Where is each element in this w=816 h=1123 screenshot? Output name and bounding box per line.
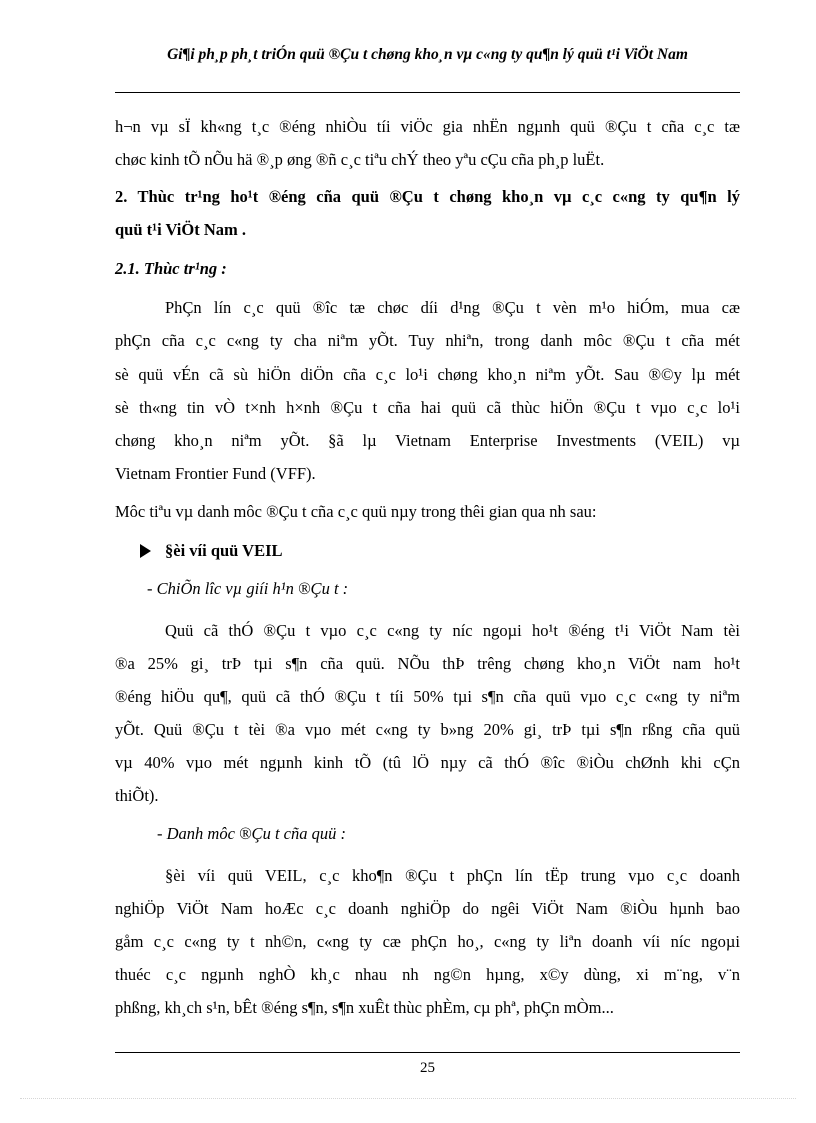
paragraph-line: Quü cã thÓ ®Çu t vµo c¸c c«ng ty níc ngoµi ho¹t ®éng t¹i ViÖt Nam tèi <box>165 621 740 640</box>
paragraph-line: PhÇn lín c¸c quü ®îc tæ chøc díi d¹ng ®Çu t vèn m¹o hiÓm, mua cæ <box>165 298 740 317</box>
paragraph-line: phßng, kh¸ch s¹n, bÊt ®éng s¶n, s¶n xuÊt thùc phÈm, cµ phª, phÇn mÒm... <box>115 998 614 1017</box>
paragraph-line: h¬n vµ sÏ kh«ng t¸c ®éng nhiÒu tíi viÖc gia nhËn ngµnh quü ®Çu t cña c¸c tæ <box>115 117 740 136</box>
bullet-label: §èi víi quü VEIL <box>165 541 283 560</box>
paragraph-line: Vietnam Frontier Fund (VFF). <box>115 464 316 483</box>
arrow-bullet-icon <box>140 544 151 558</box>
paragraph-line: yÕt. Quü ®Çu t tèi ®a vµo mét c«ng ty b»ng 20% gi¸ trÞ tµi s¶n rßng cña quü <box>115 720 740 739</box>
section-heading: quü t¹i ViÖt Nam . <box>115 220 247 239</box>
paragraph-line: vµ 40% vµo mét ngµnh kinh tÕ (tû lÖ nµy cã thÓ ®îc ®iÒu chØnh khi cÇn <box>115 753 740 772</box>
paragraph-line: phÇn cña c¸c c«ng ty cha niªm yÕt. Tuy nhiªn, trong danh môc ®Çu t cña mét <box>115 331 740 350</box>
paragraph-line: chøng kho¸n niªm yÕt. §ã lµ Vietnam Enterprise Investments (VEIL) vµ <box>115 431 740 450</box>
bullet-item <box>140 540 740 562</box>
paragraph-line: gåm c¸c c«ng ty t nh©n, c«ng ty cæ phÇn ho¸, c«ng ty liªn doanh víi níc ngoµi <box>115 932 740 951</box>
footer-rule <box>115 1052 740 1053</box>
paragraph-line: sè quü vÉn cã sù hiÖn diÖn cña c¸c lo¹i chøng kho¸n niªm yÕt. Sau ®©y lµ mét <box>115 365 740 384</box>
page-number: 25 <box>420 1060 435 1076</box>
page-bottom-border <box>20 1098 796 1099</box>
paragraph-line: sè th«ng tin vÒ t×nh h×nh ®Çu t cña hai quü cã thùc hiÖn ®Çu t vµo c¸c lo¹i <box>115 398 740 417</box>
paragraph-line: ®a 25% gi¸ trÞ tµi s¶n cña quü. NÕu thÞ trêng chøng kho¸n ViÖt nam ho¹t <box>115 654 740 673</box>
sub-heading: - Danh môc ®Çu t cña quü : <box>157 824 346 843</box>
paragraph-line: Môc tiªu vµ danh môc ®Çu t cña c¸c quü nµy trong thêi gian qua nh sau: <box>115 502 597 521</box>
section-heading: 2. Thùc tr¹ng ho¹t ®éng cña quü ®Çu t chøng kho¸n vµ c¸c c«ng ty qu¶n lý <box>115 187 740 206</box>
paragraph-line: §èi víi quü VEIL, c¸c kho¶n ®Çu t phÇn lín tËp trung vµo c¸c doanh <box>165 866 740 885</box>
paragraph-line: thuéc c¸c ngµnh nghÒ kh¸c nhau nh ng©n hµng, x©y dùng, xi m¨ng, v¨n <box>115 965 740 984</box>
subsection-heading: 2.1. Thùc tr¹ng : <box>115 259 227 278</box>
paragraph-line: thiÕt). <box>115 786 159 805</box>
paragraph-line: chøc kinh tÕ nÕu hä ®¸p øng ®ñ c¸c tiªu chÝ theo yªu cÇu cña ph¸p luËt. <box>115 150 605 169</box>
paragraph-line: nghiÖp ViÖt Nam hoÆc c¸c doanh nghiÖp do ngêi ViÖt Nam ®iÒu hµnh bao <box>115 899 740 918</box>
sub-heading: - ChiÕn lîc vµ giíi h¹n ®Çu t : <box>147 579 349 598</box>
paragraph-line: ®éng hiÖu qu¶, quü cã thÓ ®Çu t tíi 50% tµi s¶n cña quü vµo c¸c c«ng ty niªm <box>115 687 740 706</box>
header-rule <box>115 92 740 93</box>
running-header: Gi¶i ph¸p ph¸t triÓn quü ®Çu t chøng kho¸n vµ c«ng ty qu¶n lý quü t¹i ViÖt Nam <box>167 46 688 63</box>
